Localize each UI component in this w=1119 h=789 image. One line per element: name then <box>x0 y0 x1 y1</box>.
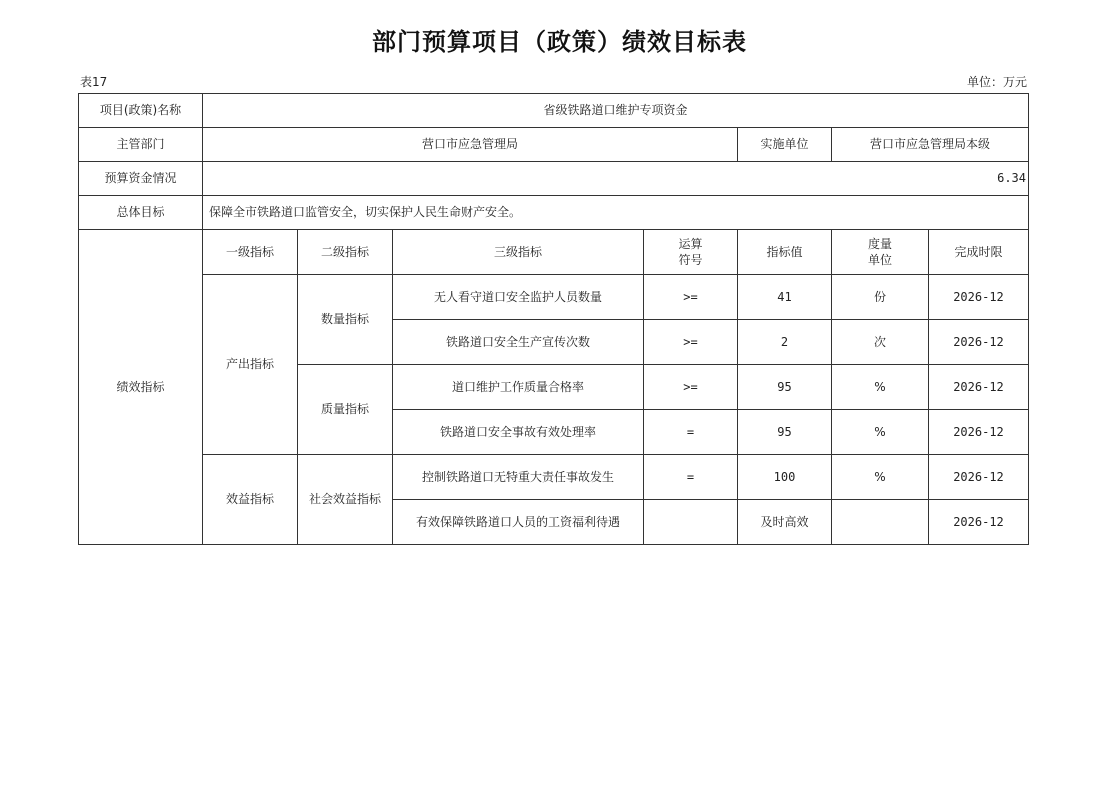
row-operator: >= <box>644 275 738 320</box>
table-row <box>79 455 1029 500</box>
row-value: 及时高效 <box>738 500 832 545</box>
row-deadline: 2026-12 <box>929 500 1029 545</box>
impl-value: 营口市应急管理局本级 <box>832 128 1029 162</box>
row-deadline: 2026-12 <box>929 365 1029 410</box>
budget-label: 预算资金情况 <box>79 162 203 196</box>
row-value: 41 <box>738 275 832 320</box>
row-name: 有效保障铁路道口人员的工资福利待遇 <box>393 500 644 545</box>
row-value: 100 <box>738 455 832 500</box>
row-name: 无人看守道口安全监护人员数量 <box>393 275 644 320</box>
table-row <box>79 275 1029 320</box>
project-name-value: 省级铁路道口维护专项资金 <box>203 94 1029 128</box>
row-value: 95 <box>738 410 832 455</box>
unit-label: 单位：万元 <box>966 75 1027 89</box>
header-level1: 一级指标 <box>203 230 298 275</box>
row-unit: 份 <box>832 275 929 320</box>
project-name-label: 项目(政策)名称 <box>79 94 203 128</box>
perf-label: 绩效指标 <box>79 230 203 545</box>
row-name: 控制铁路道口无特重大责任事故发生 <box>393 455 644 500</box>
goal-label: 总体目标 <box>79 196 203 230</box>
performance-table <box>78 93 1029 545</box>
row-deadline: 2026-12 <box>929 275 1029 320</box>
row-name: 铁路道口安全生产宣传次数 <box>393 320 644 365</box>
page-title: 部门预算项目（政策）绩效目标表 <box>372 28 747 56</box>
header-level2: 二级指标 <box>298 230 393 275</box>
row-operator: >= <box>644 320 738 365</box>
row-unit <box>832 500 929 545</box>
dept-value: 营口市应急管理局 <box>203 128 738 162</box>
row-name: 道口维护工作质量合格率 <box>393 365 644 410</box>
group-output: 产出指标 <box>203 275 298 455</box>
impl-label: 实施单位 <box>738 128 832 162</box>
row-deadline: 2026-12 <box>929 320 1029 365</box>
table-number: 表17 <box>80 75 108 89</box>
row-operator <box>644 500 738 545</box>
dept-label: 主管部门 <box>79 128 203 162</box>
header-row <box>79 230 1029 275</box>
row-unit: % <box>832 455 929 500</box>
goal-value: 保障全市铁路道口监管安全，切实保护人民生命财产安全。 <box>203 196 1029 230</box>
row-operator: = <box>644 455 738 500</box>
row-value: 2 <box>738 320 832 365</box>
group-quality: 质量指标 <box>298 365 393 455</box>
header-operator: 运算 符号 <box>644 230 738 275</box>
row-operator: = <box>644 410 738 455</box>
row-deadline: 2026-12 <box>929 410 1029 455</box>
goal-row <box>79 196 1029 230</box>
header-value: 指标值 <box>738 230 832 275</box>
group-benefit: 效益指标 <box>203 455 298 545</box>
row-deadline: 2026-12 <box>929 455 1029 500</box>
group-quantity: 数量指标 <box>298 275 393 365</box>
budget-row <box>79 162 1029 196</box>
row-unit: 次 <box>832 320 929 365</box>
budget-value: 6.34 <box>203 162 1029 196</box>
header-level3: 三级指标 <box>393 230 644 275</box>
row-unit: % <box>832 365 929 410</box>
row-operator: >= <box>644 365 738 410</box>
project-name-row <box>79 94 1029 128</box>
row-value: 95 <box>738 365 832 410</box>
row-name: 铁路道口安全事故有效处理率 <box>393 410 644 455</box>
department-row <box>79 128 1029 162</box>
group-social: 社会效益指标 <box>298 455 393 545</box>
header-deadline: 完成时限 <box>929 230 1029 275</box>
row-unit: % <box>832 410 929 455</box>
header-unit: 度量 单位 <box>832 230 929 275</box>
